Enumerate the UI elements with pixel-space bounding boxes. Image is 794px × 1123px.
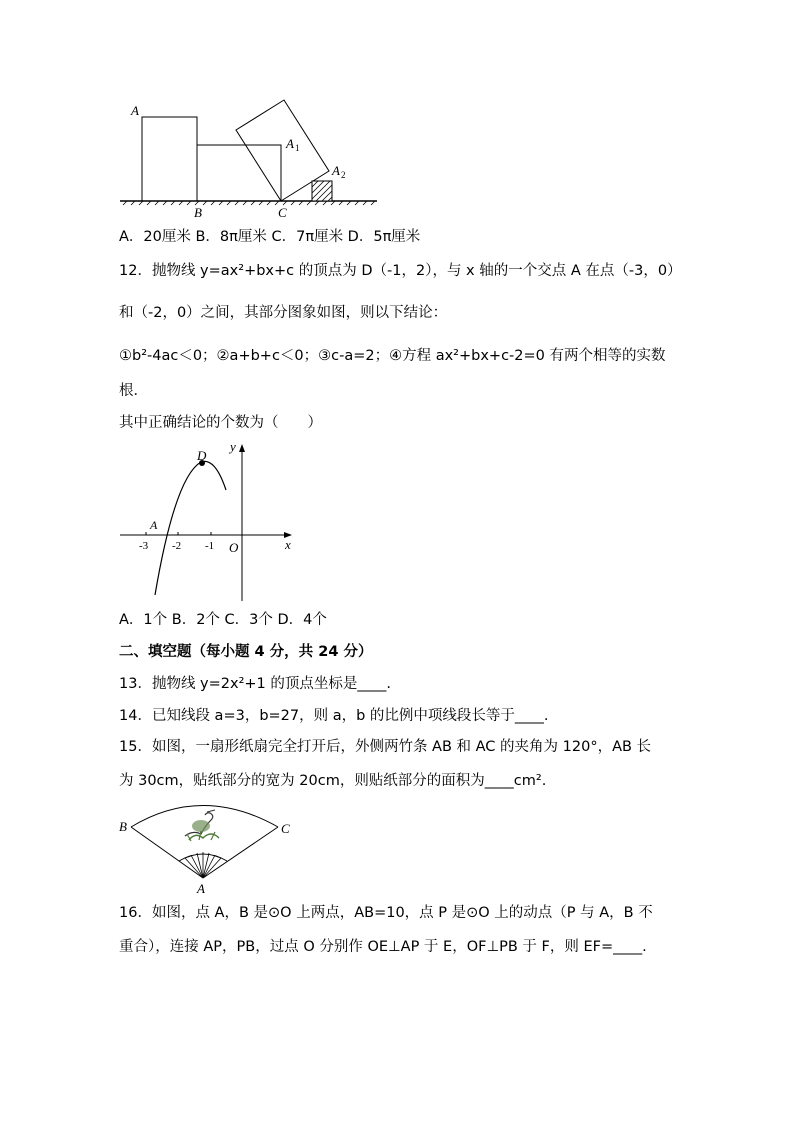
q13: 13．抛物线 y=2x²+1 的顶点坐标是____. — [119, 676, 392, 692]
fan-rib-ab — [131, 827, 203, 878]
label-x: x — [285, 537, 291, 552]
label-a2-subscript: 2 — [341, 170, 346, 180]
q12-line3: ①b²-4ac＜0；②a+b+c＜0；③c-a=2；④方程 ax²+bx+c-2=0 有两个相等的实数 — [119, 348, 666, 364]
q12-line1: 12．抛物线 y=ax²+bx+c 的顶点为 D（-1，2），与 x 轴的一个交点 A 在点（-3，0） — [119, 263, 682, 279]
label-a: A — [131, 103, 139, 118]
label-a1-subscript: 1 — [295, 143, 300, 153]
label-b: B — [119, 819, 127, 834]
figure-folding-fan — [115, 800, 300, 900]
rectangle-lying — [197, 145, 281, 201]
heron-painting-icon — [185, 810, 219, 841]
label-c: C — [281, 821, 290, 836]
q16-line1: 16．如图，点 A，B 是⊙O 上两点，AB=10，点 P 是⊙O 上的动点（P 与 A，B 不 — [119, 905, 653, 921]
tick-label-minus-1: -1 — [205, 540, 215, 552]
q15-line2: 为 30cm，贴纸部分的宽为 20cm，则贴纸部分的面积为____cm². — [119, 773, 547, 789]
figure-parabola — [115, 435, 305, 605]
label-a: A — [197, 881, 205, 896]
y-axis-arrow — [239, 444, 245, 452]
rectangle-upright — [142, 117, 197, 201]
label-a1: A — [286, 136, 294, 151]
figure-rolling-rectangle — [115, 95, 385, 220]
q12-line4: 根． — [119, 383, 148, 399]
q12-options: A．1个 B．2个 C．3个 D．4个 — [119, 612, 327, 628]
parabola-curve — [155, 461, 226, 595]
q12-line2: 和（-2，0）之间，其部分图象如图，则以下结论： — [119, 305, 448, 321]
label-y: y — [230, 439, 236, 454]
q11-options: A．20厘米 B．8π厘米 C．7π厘米 D．5π厘米 — [119, 229, 421, 245]
section-2-title: 二、填空题（每小题 4 分，共 24 分） — [119, 644, 373, 660]
label-b: B — [194, 205, 202, 220]
q15-line1: 15．如图，一扇形纸扇完全打开后，外侧两竹条 AB 和 AC 的夹角为 120°，AB 长 — [119, 739, 652, 755]
q16-line2: 重合），连接 AP，PB，过点 O 分别作 OE⊥AP 于 E，OF⊥PB 于 F，则 EF=____. — [119, 939, 647, 955]
label-o: O — [229, 540, 239, 555]
q14: 14．已知线段 a=3，b=27，则 a，b 的比例中项线段长等于____. — [119, 708, 549, 724]
label-a: A — [150, 518, 158, 532]
label-d: D — [197, 448, 207, 463]
tick-label-minus-3: -3 — [139, 540, 149, 552]
obstacle-block — [312, 181, 332, 201]
label-a2: A — [332, 163, 340, 178]
label-c: C — [278, 205, 287, 220]
q12-line5: 其中正确结论的个数为（ ） — [119, 415, 322, 431]
tick-label-minus-2: -2 — [172, 540, 182, 552]
